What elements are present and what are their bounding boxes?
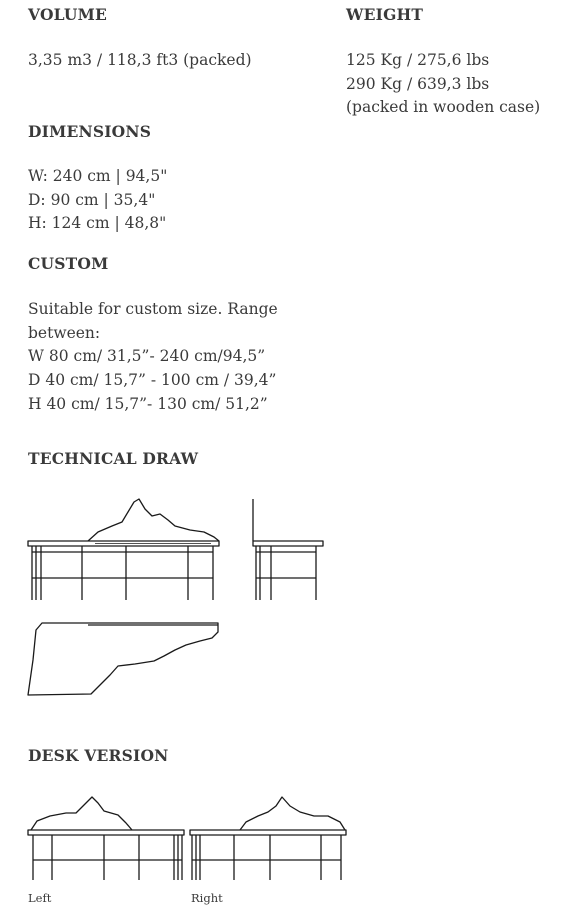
weight-line: (packed in wooden case): [346, 98, 541, 117]
dimension-line: W: 240 cm | 94,5": [28, 167, 168, 185]
side-elevation-drawing: [253, 499, 323, 600]
weight-line: 125 Kg / 275,6 lbs: [346, 51, 490, 69]
custom-line: between:: [28, 323, 101, 342]
custom-line: Suitable for custom size. Range: [28, 300, 278, 318]
desk-left-caption: Left: [28, 891, 52, 905]
front-elevation-drawing-lines: [28, 499, 219, 600]
volume-value: 3,35 m3 / 118,3 ft3 (packed): [28, 51, 252, 69]
weight-line: 290 Kg / 639,3 lbs: [346, 74, 490, 93]
custom-heading: CUSTOM: [28, 254, 109, 273]
dimensions-heading: DIMENSIONS: [28, 122, 152, 141]
dimension-line: D: 90 cm | 35,4": [28, 190, 156, 209]
weight-heading: WEIGHT: [346, 5, 424, 24]
custom-line: D 40 cm/ 15,7” - 100 cm / 39,4”: [28, 371, 277, 390]
custom-line: W 80 cm/ 31,5”- 240 cm/94,5”: [28, 347, 266, 366]
custom-line: H 40 cm/ 15,7”- 130 cm/ 51,2”: [28, 394, 268, 413]
volume-heading: VOLUME: [28, 5, 107, 24]
desk-right-drawing: [190, 797, 346, 880]
plan-view-drawing: [28, 623, 218, 695]
desk-right-caption: Right: [191, 891, 223, 905]
technical-draw-heading: TECHNICAL DRAW: [28, 449, 199, 468]
dimension-line: H: 124 cm | 48,8": [28, 214, 167, 233]
desk-left-drawing: [28, 797, 184, 880]
desk-version-heading: DESK VERSION: [28, 746, 169, 765]
